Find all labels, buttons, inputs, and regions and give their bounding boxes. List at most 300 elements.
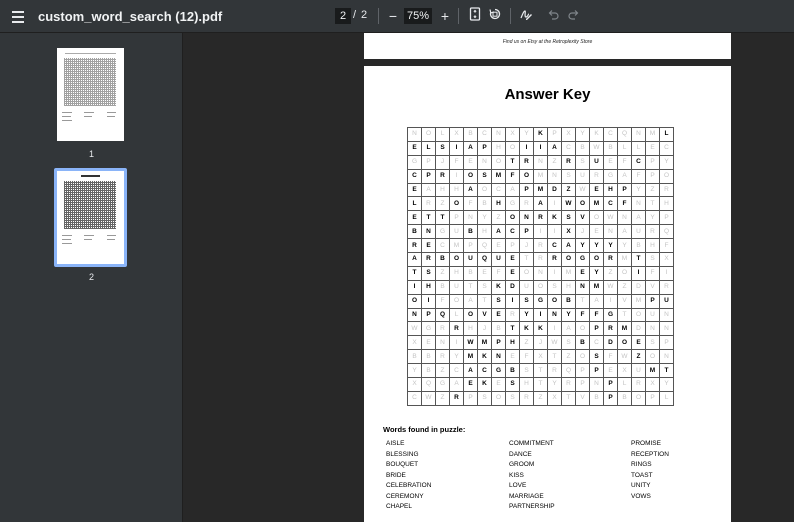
grid-cell: P [520, 225, 534, 239]
grid-cell: Z [492, 211, 506, 225]
grid-cell: E [408, 141, 422, 155]
grid-cell: R [604, 322, 618, 336]
grid-cell: K [548, 211, 562, 225]
grid-cell: P [506, 239, 520, 253]
grid-cell: H [604, 183, 618, 197]
grid-cell: E [506, 350, 520, 364]
grid-cell: Q [436, 308, 450, 322]
grid-cell: B [604, 141, 618, 155]
word-item: AISLE [386, 440, 405, 447]
redo-icon[interactable] [564, 6, 584, 26]
grid-cell: E [604, 364, 618, 378]
grid-cell: N [408, 128, 422, 142]
grid-cell: O [520, 169, 534, 183]
zoom-out-icon[interactable]: − [388, 8, 398, 24]
grid-cell: N [408, 308, 422, 322]
grid-cell: T [506, 155, 520, 169]
grid-cell: E [646, 141, 660, 155]
grid-cell: U [646, 308, 660, 322]
thumbnail-text-line [107, 116, 115, 117]
grid-cell: B [492, 322, 506, 336]
grid-cell: Y [604, 239, 618, 253]
thumbnail-text-line [107, 239, 115, 240]
grid-cell: M [618, 322, 632, 336]
grid-row [408, 128, 674, 142]
grid-cell: Y [562, 308, 576, 322]
grid-cell: V [646, 280, 660, 294]
grid-cell: J [534, 336, 548, 350]
grid-cell: K [534, 128, 548, 142]
grid-cell: P [548, 128, 562, 142]
grid-cell: A [548, 141, 562, 155]
grid-cell: M [590, 197, 604, 211]
page-footer-text: Find us on Etsy at the Retroplexity Store [502, 39, 593, 45]
grid-cell: R [436, 322, 450, 336]
page-title: Answer Key [504, 86, 591, 103]
grid-cell: N [590, 378, 604, 392]
grid-cell: U [520, 280, 534, 294]
thumbnail-title-line [81, 175, 100, 177]
grid-cell: V [478, 308, 492, 322]
grid-cell: N [660, 350, 674, 364]
word-item: KISS [509, 471, 524, 479]
grid-cell: B [464, 266, 478, 280]
grid-cell: I [534, 308, 548, 322]
grid-cell: K [534, 322, 548, 336]
thumbnail-text-line [62, 120, 72, 121]
grid-cell: L [618, 141, 632, 155]
grid-cell: K [478, 378, 492, 392]
grid-cell: E [422, 336, 436, 350]
grid-cell: W [464, 336, 478, 350]
grid-cell: Q [422, 378, 436, 392]
grid-cell: P [590, 364, 604, 378]
grid-cell: Y [660, 155, 674, 169]
rotate-icon[interactable] [485, 6, 505, 26]
grid-cell: O [548, 294, 562, 308]
grid-cell: W [422, 391, 436, 405]
grid-cell: J [520, 239, 534, 253]
thumbnail-grid [64, 58, 116, 106]
thumbnail-page-2[interactable] [57, 171, 124, 264]
thumbnail-text-line [62, 112, 72, 113]
grid-cell: A [534, 197, 548, 211]
grid-cell: W [576, 183, 590, 197]
grid-row [408, 253, 674, 267]
grid-cell: O [478, 183, 492, 197]
grid-cell: B [632, 239, 646, 253]
grid-cell: E [408, 183, 422, 197]
grid-row [408, 155, 674, 169]
grid-cell: U [632, 225, 646, 239]
grid-cell: S [520, 364, 534, 378]
grid-cell: Z [632, 350, 646, 364]
grid-cell: W [604, 211, 618, 225]
grid-cell: O [576, 322, 590, 336]
grid-cell: G [506, 197, 520, 211]
grid-cell: N [492, 350, 506, 364]
thumbnail-text-line [84, 235, 94, 236]
grid-cell: T [660, 364, 674, 378]
grid-cell: B [464, 225, 478, 239]
grid-cell: Z [548, 155, 562, 169]
grid-cell: N [618, 211, 632, 225]
grid-cell: F [576, 308, 590, 322]
grid-cell: Y [576, 239, 590, 253]
grid-cell: H [436, 183, 450, 197]
thumbnail-sidebar [0, 33, 183, 522]
grid-cell: O [632, 391, 646, 405]
grid-cell: P [464, 391, 478, 405]
grid-cell: Y [632, 183, 646, 197]
grid-cell: S [646, 253, 660, 267]
grid-cell: N [632, 128, 646, 142]
grid-cell: I [450, 336, 464, 350]
grid-row [408, 364, 674, 378]
grid-cell: R [590, 169, 604, 183]
grid-cell: H [660, 197, 674, 211]
grid-cell: Z [436, 266, 450, 280]
thumbnail-title-line [65, 53, 116, 54]
grid-cell: T [520, 253, 534, 267]
grid-cell: E [492, 378, 506, 392]
word-item: VOWS [631, 492, 651, 500]
grid-cell: L [618, 378, 632, 392]
grid-cell: F [618, 197, 632, 211]
grid-cell: U [576, 169, 590, 183]
grid-cell: S [478, 391, 492, 405]
grid-cell: T [464, 280, 478, 294]
word-item: BLESSING [386, 450, 419, 458]
grid-cell: Y [590, 266, 604, 280]
grid-cell: H [450, 266, 464, 280]
grid-cell: Y [478, 211, 492, 225]
thumbnail-text-line [84, 239, 92, 240]
grid-cell: I [534, 141, 548, 155]
word-item: LOVE [509, 482, 527, 489]
grid-cell: Y [450, 350, 464, 364]
grid-cell: E [408, 211, 422, 225]
grid-cell: E [590, 225, 604, 239]
grid-cell: P [646, 169, 660, 183]
grid-cell: N [478, 155, 492, 169]
grid-cell: F [520, 350, 534, 364]
grid-cell: T [576, 294, 590, 308]
grid-cell: P [618, 183, 632, 197]
grid-cell: T [534, 364, 548, 378]
word-column-3 [631, 439, 669, 502]
grid-cell: M [632, 294, 646, 308]
word-item: MARRIAGE [509, 492, 544, 500]
grid-cell: O [450, 197, 464, 211]
grid-cell: A [562, 322, 576, 336]
grid-cell: I [548, 322, 562, 336]
grid-cell: U [450, 280, 464, 294]
grid-row [408, 141, 674, 155]
grid-cell: K [492, 280, 506, 294]
menu-icon[interactable] [10, 8, 26, 24]
grid-cell: I [408, 280, 422, 294]
grid-cell: H [478, 225, 492, 239]
grid-cell: F [604, 350, 618, 364]
thumbnail-text-line [62, 243, 72, 244]
grid-cell: O [660, 169, 674, 183]
grid-cell: T [534, 378, 548, 392]
grid-cell: Z [646, 183, 660, 197]
grid-cell: N [464, 211, 478, 225]
grid-cell: H [506, 336, 520, 350]
grid-cell: N [576, 280, 590, 294]
grid-cell: M [478, 336, 492, 350]
word-item: RINGS [631, 461, 652, 468]
grid-cell: Y [618, 239, 632, 253]
grid-cell: N [520, 211, 534, 225]
grid-cell: M [534, 169, 548, 183]
grid-row [408, 280, 674, 294]
grid-cell: O [506, 141, 520, 155]
word-item: CELEBRATION [386, 482, 432, 489]
grid-cell: P [422, 169, 436, 183]
grid-cell: R [632, 378, 646, 392]
grid-cell: H [422, 280, 436, 294]
grid-cell: R [520, 391, 534, 405]
grid-cell: B [478, 197, 492, 211]
word-item: PARTNERSHIP [509, 503, 555, 510]
grid-cell: I [548, 225, 562, 239]
grid-cell: X [618, 364, 632, 378]
grid-cell: Z [562, 183, 576, 197]
grid-cell: B [422, 350, 436, 364]
zoom-in-icon[interactable]: + [440, 8, 450, 24]
grid-cell: Z [436, 197, 450, 211]
grid-cell: R [408, 239, 422, 253]
grid-cell: M [646, 128, 660, 142]
grid-cell: N [422, 225, 436, 239]
grid-cell: O [492, 391, 506, 405]
grid-cell: H [646, 239, 660, 253]
word-item: RECEPTION [631, 450, 669, 458]
grid-cell: A [464, 141, 478, 155]
page-1-bottom [364, 33, 731, 59]
grid-cell: Z [618, 280, 632, 294]
grid-cell: C [408, 391, 422, 405]
word-item: GROOM [509, 461, 535, 468]
grid-cell: E [478, 266, 492, 280]
thumbnail-text-line [107, 235, 116, 236]
grid-cell: R [534, 253, 548, 267]
grid-cell: S [562, 211, 576, 225]
word-column-1 [386, 439, 431, 513]
grid-cell: U [632, 364, 646, 378]
fit-page-icon[interactable] [465, 6, 485, 26]
grid-cell: I [520, 141, 534, 155]
grid-cell: N [632, 197, 646, 211]
words-heading: Words found in puzzle: [383, 425, 466, 434]
grid-cell: J [478, 322, 492, 336]
grid-cell: E [506, 253, 520, 267]
grid-cell: R [436, 169, 450, 183]
grid-cell: O [422, 128, 436, 142]
grid-cell: G [604, 308, 618, 322]
grid-cell: U [464, 253, 478, 267]
grid-cell: L [632, 141, 646, 155]
grid-row [408, 211, 674, 225]
grid-cell: P [660, 211, 674, 225]
grid-cell: S [506, 378, 520, 392]
grid-row [408, 322, 674, 336]
grid-cell: R [520, 155, 534, 169]
grid-cell: P [478, 141, 492, 155]
grid-cell: J [436, 155, 450, 169]
grid-cell: W [548, 336, 562, 350]
grid-cell: X [562, 128, 576, 142]
grid-cell: W [562, 197, 576, 211]
grid-cell: S [478, 169, 492, 183]
toolbar-divider [458, 8, 459, 24]
grid-cell: M [534, 183, 548, 197]
file-name: custom_word_search (12).pdf [38, 9, 223, 24]
grid-cell: T [408, 266, 422, 280]
grid-cell: R [422, 253, 436, 267]
grid-cell: I [506, 294, 520, 308]
word-item: CEREMONY [386, 492, 424, 500]
grid-cell: P [576, 378, 590, 392]
grid-cell: B [408, 350, 422, 364]
grid-row [408, 350, 674, 364]
thumbnail-text-line [62, 235, 72, 236]
thumbnail-page-1[interactable] [57, 48, 124, 141]
word-item: COMMITMENT [509, 440, 554, 447]
grid-cell: Z [604, 266, 618, 280]
grid-cell: H [492, 141, 506, 155]
grid-cell: O [646, 350, 660, 364]
grid-cell: P [422, 308, 436, 322]
grid-cell: G [422, 322, 436, 336]
grid-cell: B [562, 294, 576, 308]
grid-cell: O [618, 266, 632, 280]
grid-cell: X [534, 350, 548, 364]
grid-cell: B [618, 391, 632, 405]
grid-cell: M [492, 169, 506, 183]
grid-cell: F [450, 155, 464, 169]
grid-cell: B [464, 128, 478, 142]
grid-row [408, 197, 674, 211]
grid-cell: W [590, 141, 604, 155]
word-column-2 [509, 439, 555, 513]
grid-cell: T [422, 211, 436, 225]
thumbnail-text-line [62, 116, 71, 117]
grid-cell: O [450, 253, 464, 267]
toolbar-divider [510, 8, 511, 24]
word-item: BOUQUET [386, 461, 419, 468]
grid-cell: L [450, 308, 464, 322]
grid-cell: Y [548, 378, 562, 392]
word-item: PROMISE [631, 440, 661, 447]
grid-row [408, 225, 674, 239]
grid-cell: F [590, 308, 604, 322]
grid-cell: O [632, 308, 646, 322]
grid-cell: O [506, 211, 520, 225]
grid-cell: E [506, 266, 520, 280]
grid-cell: O [576, 350, 590, 364]
grid-cell: A [492, 225, 506, 239]
page-number-input[interactable]: 2 [335, 8, 351, 24]
grid-cell: C [492, 183, 506, 197]
zoom-input[interactable]: 75% [404, 8, 432, 24]
grid-cell: M [562, 266, 576, 280]
grid-cell: S [590, 350, 604, 364]
grid-cell: A [464, 294, 478, 308]
grid-cell: I [422, 294, 436, 308]
thumbnail-grid [64, 181, 116, 229]
grid-cell: O [562, 253, 576, 267]
grid-cell: C [436, 239, 450, 253]
grid-cell: T [618, 308, 632, 322]
grid-cell: P [646, 391, 660, 405]
grid-cell: X [548, 391, 562, 405]
grid-cell: U [660, 294, 674, 308]
grid-cell: O [464, 308, 478, 322]
grid-cell: I [660, 266, 674, 280]
grid-cell: T [632, 253, 646, 267]
grid-cell: O [450, 294, 464, 308]
undo-icon[interactable] [543, 6, 563, 26]
grid-cell: O [408, 294, 422, 308]
grid-cell: X [450, 128, 464, 142]
grid-cell: A [464, 183, 478, 197]
grid-cell: T [562, 391, 576, 405]
grid-cell: B [506, 364, 520, 378]
grid-row [408, 169, 674, 183]
grid-cell: S [492, 294, 506, 308]
grid-cell: P [520, 183, 534, 197]
grid-cell: T [646, 197, 660, 211]
grid-cell: R [520, 197, 534, 211]
grid-cell: C [604, 128, 618, 142]
grid-cell: I [632, 266, 646, 280]
grid-cell: I [548, 266, 562, 280]
thumbnail-text-line [84, 116, 92, 117]
grid-cell: A [506, 183, 520, 197]
grid-cell: M [464, 350, 478, 364]
thumbnail-text-line [62, 239, 71, 240]
annotate-icon[interactable] [516, 6, 536, 26]
grid-cell: P [604, 378, 618, 392]
grid-cell: R [548, 253, 562, 267]
grid-cell: R [562, 155, 576, 169]
grid-cell: N [604, 225, 618, 239]
word-search-grid [407, 127, 674, 406]
grid-cell: F [506, 169, 520, 183]
grid-row [408, 266, 674, 280]
grid-cell: E [590, 183, 604, 197]
grid-cell: A [450, 378, 464, 392]
grid-cell: R [450, 391, 464, 405]
grid-cell: S [548, 280, 562, 294]
grid-cell: W [604, 280, 618, 294]
grid-cell: S [478, 280, 492, 294]
grid-cell: P [590, 322, 604, 336]
grid-cell: F [464, 197, 478, 211]
grid-cell: X [660, 253, 674, 267]
grid-cell: A [590, 294, 604, 308]
word-item: BRIDE [386, 471, 406, 479]
grid-cell: A [422, 183, 436, 197]
grid-cell: A [408, 253, 422, 267]
grid-cell: B [590, 391, 604, 405]
grid-cell: T [506, 322, 520, 336]
grid-cell: C [632, 155, 646, 169]
